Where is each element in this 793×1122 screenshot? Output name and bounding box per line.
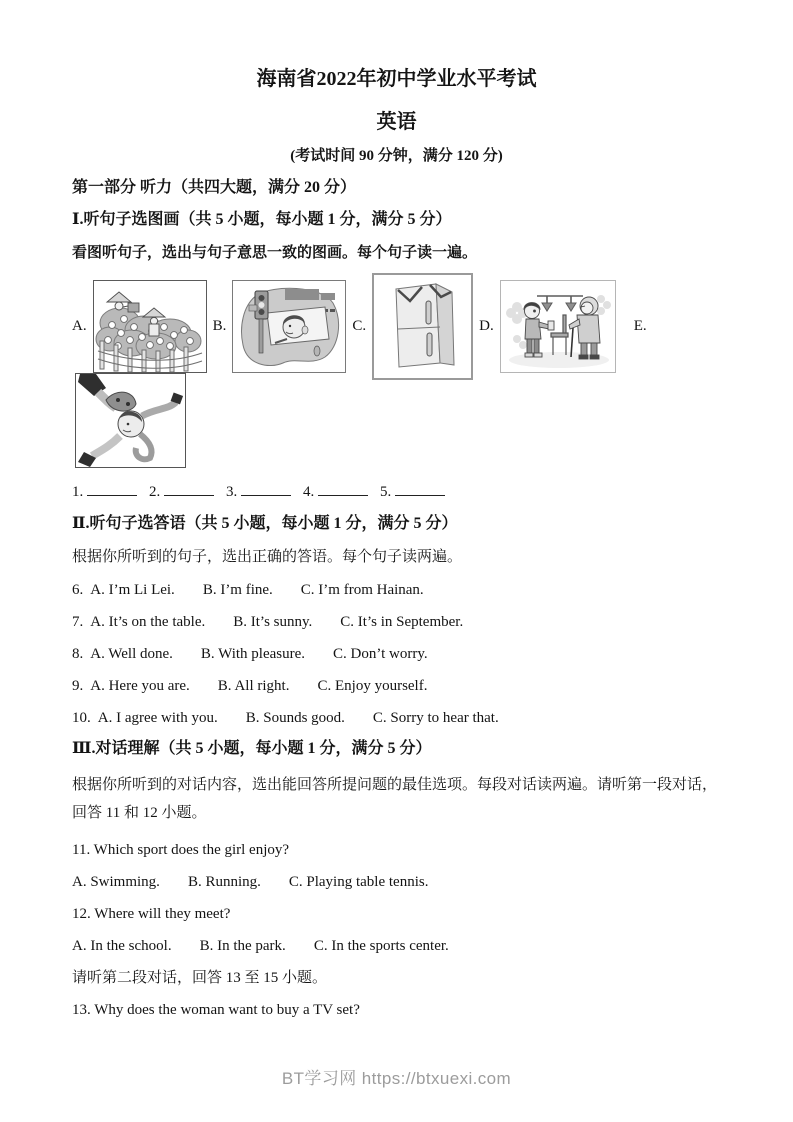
- page-title: 海南省2022年初中学业水平考试: [256, 68, 537, 90]
- answer-blank-2: [149, 484, 214, 500]
- option-b: B. In the park.: [199, 938, 286, 954]
- option-a: A. I agree with you.: [97, 710, 218, 726]
- question-12-text: 12. Where will they meet?: [72, 906, 231, 922]
- exam-info-line: (考试时间 90 分钟，满分 120 分): [290, 148, 503, 164]
- section3-heading: Ⅲ.对话理解（共 5 小题，每小题 1 分，满分 5 分）: [72, 740, 432, 757]
- option-c: C. Enjoy yourself.: [317, 678, 428, 694]
- orchard-illustration: [94, 281, 206, 372]
- picture-label-b: B.: [212, 318, 227, 334]
- driver-illustration: [233, 281, 345, 372]
- question-12-options: [72, 938, 721, 955]
- second-dialog-note: 请听第二段对话，回答 13 至 15 小题。: [72, 970, 328, 986]
- option-b: B. I’m fine.: [202, 582, 273, 598]
- option-c: C. Sorry to hear that.: [372, 710, 499, 726]
- option-a: A. Well done.: [90, 646, 173, 662]
- section1-instruction: 看图听句子，选出与句子意思一致的图画。每个句子读一遍。: [72, 245, 478, 261]
- question-11-text: 11. Which sport does the girl enjoy?: [72, 842, 290, 858]
- option-c: C. I’m from Hainan.: [300, 582, 424, 598]
- picture-e-row: [72, 373, 721, 468]
- picture-label-a: A.: [72, 318, 87, 334]
- answer-blank-line: [164, 483, 214, 496]
- answer-blank-1: [72, 484, 137, 500]
- blank-number: 3.: [226, 484, 238, 500]
- option-a: A. In the school.: [72, 938, 172, 954]
- option-a: A. It’s on the table.: [90, 614, 206, 630]
- question-9-row: [72, 678, 721, 695]
- option-b: B. Sounds good.: [245, 710, 345, 726]
- question-13-text: 13. Why does the woman want to buy a TV set?: [72, 1002, 360, 1018]
- option-b: B. All right.: [217, 678, 290, 694]
- question-number: 8.: [72, 646, 84, 662]
- question-number: 10.: [72, 710, 91, 726]
- question-11-options: [72, 874, 721, 891]
- option-a: A. Swimming.: [72, 874, 160, 890]
- picture-d-boy-serving-elderly-woman: [500, 280, 616, 373]
- answer-blank-line: [395, 483, 445, 496]
- section1-heading: Ⅰ.听句子选图画（共 5 小题，每小题 1 分，满分 5 分）: [72, 211, 452, 228]
- picture-b-man-driving-car: [232, 280, 346, 373]
- blank-number: 1.: [72, 484, 84, 500]
- question-8-row: [72, 646, 721, 663]
- picture-e-dancing-performer: [75, 373, 186, 468]
- part1-heading: 第一部分 听力（共四大题，满分 20 分）: [72, 179, 357, 196]
- picture-label-e: E.: [633, 318, 647, 334]
- section3-instruction: 根据你所听到的对话内容，选出能回答所提问题的最佳选项。每段对话读两遍。请听第一段对话，回答 11 和 12 小题。: [72, 777, 718, 821]
- section2-heading: Ⅱ.听句子选答语（共 5 小题，每小题 1 分，满分 5 分）: [72, 515, 458, 532]
- answer-blank-line: [318, 483, 368, 496]
- option-a: A. Here you are.: [90, 678, 190, 694]
- boy-and-elderly-woman-illustration: [501, 281, 615, 372]
- option-c: C. In the sports center.: [313, 938, 449, 954]
- option-b: B. It’s sunny.: [233, 614, 313, 630]
- question-7-row: [72, 614, 721, 631]
- answer-blank-5: [380, 484, 445, 500]
- blank-number: 2.: [149, 484, 161, 500]
- dancer-illustration: [76, 374, 185, 467]
- answer-blank-3: [226, 484, 291, 500]
- picture-options-row: [72, 274, 721, 379]
- refrigerator-illustration: [374, 275, 471, 378]
- answer-blanks-row: [72, 482, 721, 502]
- question-number: 7.: [72, 614, 84, 630]
- picture-label-d: D.: [479, 318, 494, 334]
- section2-instruction: 根据你所听到的句子，选出正确的答语。每个句子读两遍。: [72, 549, 463, 565]
- question-number: 9.: [72, 678, 84, 694]
- blank-number: 4.: [303, 484, 315, 500]
- option-c: C. Don’t worry.: [333, 646, 428, 662]
- option-b: B. Running.: [187, 874, 261, 890]
- option-b: B. With pleasure.: [200, 646, 306, 662]
- subject-title: 英语: [376, 111, 417, 133]
- answer-blank-line: [87, 483, 137, 496]
- picture-c-refrigerator: [372, 273, 473, 380]
- option-a: A. I’m Li Lei.: [90, 582, 175, 598]
- picture-label-c: C.: [352, 318, 367, 334]
- picture-a-orchard-fruit-picking: [93, 280, 207, 373]
- option-c: C. It’s in September.: [340, 614, 464, 630]
- answer-blank-line: [241, 483, 291, 496]
- watermark-footer: BT学习网 https://btxuexi.com: [281, 1069, 512, 1088]
- option-c: C. Playing table tennis.: [288, 874, 429, 890]
- blank-number: 5.: [380, 484, 392, 500]
- question-6-row: [72, 582, 721, 599]
- question-10-row: [72, 710, 721, 727]
- answer-blank-4: [303, 484, 368, 500]
- question-number: 6.: [72, 582, 84, 598]
- section2-questions: [72, 582, 721, 727]
